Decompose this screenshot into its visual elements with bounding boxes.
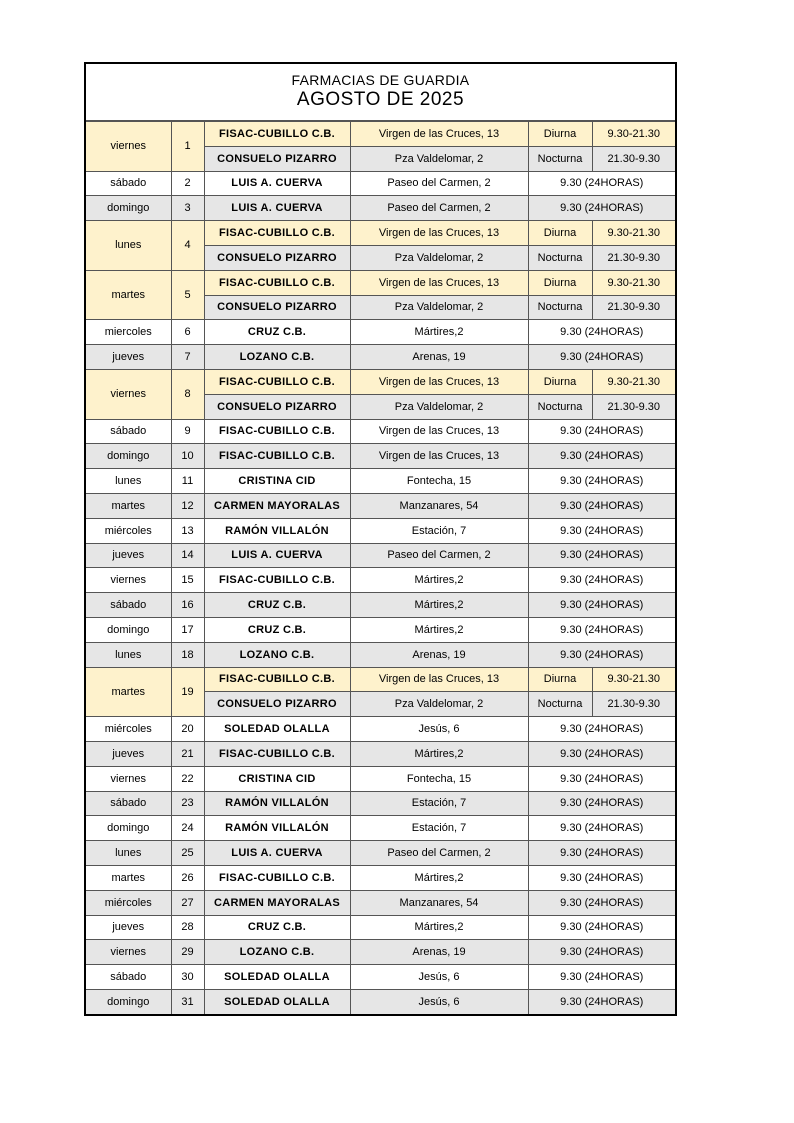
shift-hours-24h: 9.30 (24HORAS) [528,865,675,890]
table-row [86,345,675,370]
shift-hours: 21.30-9.30 [592,692,675,717]
day-cell: domingo [86,989,171,1013]
pharmacy-name: FISAC-CUBILLO C.B. [204,568,350,593]
table-row [86,890,675,915]
pharmacy-name: CRISTINA CID [204,766,350,791]
shift-hours-24h: 9.30 (24HORAS) [528,717,675,742]
pharmacy-address: Estación, 7 [350,791,528,816]
date-cell: 23 [171,791,204,816]
day-cell: viernes [86,568,171,593]
date-cell: 8 [171,369,204,419]
shift-hours-24h: 9.30 (24HORAS) [528,617,675,642]
date-cell: 19 [171,667,204,717]
shift-hours: 9.30-21.30 [592,667,675,692]
schedule-body [86,122,675,1014]
shift-hours-24h: 9.30 (24HORAS) [528,568,675,593]
shift-hours-24h: 9.30 (24HORAS) [528,419,675,444]
date-cell: 5 [171,270,204,320]
shift-hours-24h: 9.30 (24HORAS) [528,493,675,518]
day-cell: domingo [86,444,171,469]
date-cell: 26 [171,865,204,890]
pharmacy-address: Mártires,2 [350,915,528,940]
pharmacy-address: Pza Valdelomar, 2 [350,692,528,717]
shift-hours-24h: 9.30 (24HORAS) [528,345,675,370]
day-cell: viernes [86,940,171,965]
day-cell: viernes [86,369,171,419]
shift-hours-24h: 9.30 (24HORAS) [528,642,675,667]
table-row [86,816,675,841]
pharmacy-name: CONSUELO PIZARRO [204,394,350,419]
table-row [86,518,675,543]
pharmacy-name: SOLEDAD OLALLA [204,965,350,990]
date-cell: 25 [171,841,204,866]
pharmacy-address: Jesús, 6 [350,717,528,742]
pharmacy-address: Mártires,2 [350,617,528,642]
date-cell: 16 [171,593,204,618]
pharmacy-name: LUIS A. CUERVA [204,196,350,221]
table-row [86,965,675,990]
pharmacy-name: FISAC-CUBILLO C.B. [204,270,350,295]
shift-type: Diurna [528,122,592,147]
pharmacy-address: Pza Valdelomar, 2 [350,295,528,320]
shift-type: Diurna [528,270,592,295]
day-cell: lunes [86,642,171,667]
shift-hours-24h: 9.30 (24HORAS) [528,766,675,791]
pharmacy-name: LOZANO C.B. [204,642,350,667]
shift-hours-24h: 9.30 (24HORAS) [528,593,675,618]
shift-hours: 9.30-21.30 [592,221,675,246]
table-row [86,791,675,816]
shift-hours-24h: 9.30 (24HORAS) [528,791,675,816]
pharmacy-name: FISAC-CUBILLO C.B. [204,444,350,469]
table-row-split-day [86,667,675,692]
shift-hours-24h: 9.30 (24HORAS) [528,741,675,766]
pharmacy-address: Mártires,2 [350,593,528,618]
date-cell: 10 [171,444,204,469]
shift-hours-24h: 9.30 (24HORAS) [528,940,675,965]
pharmacy-name: FISAC-CUBILLO C.B. [204,419,350,444]
pharmacy-address: Arenas, 19 [350,642,528,667]
pharmacy-name: RAMÓN VILLALÓN [204,518,350,543]
table-row-split-day [86,122,675,147]
shift-type: Diurna [528,221,592,246]
shift-hours-24h: 9.30 (24HORAS) [528,816,675,841]
shift-hours-24h: 9.30 (24HORAS) [528,841,675,866]
shift-type: Nocturna [528,692,592,717]
day-cell: miercoles [86,320,171,345]
pharmacy-address: Estación, 7 [350,816,528,841]
pharmacy-address: Pza Valdelomar, 2 [350,394,528,419]
pharmacy-address: Fontecha, 15 [350,766,528,791]
day-cell: martes [86,493,171,518]
pharmacy-address: Mártires,2 [350,865,528,890]
shift-hours: 21.30-9.30 [592,394,675,419]
pharmacy-name: CRUZ C.B. [204,593,350,618]
pharmacy-name: CONSUELO PIZARRO [204,245,350,270]
table-row-split-day [86,221,675,246]
date-cell: 11 [171,469,204,494]
shift-hours-24h: 9.30 (24HORAS) [528,171,675,196]
date-cell: 28 [171,915,204,940]
pharmacy-address: Paseo del Carmen, 2 [350,196,528,221]
pharmacy-address: Arenas, 19 [350,940,528,965]
pharmacy-name: LOZANO C.B. [204,345,350,370]
pharmacy-name: CONSUELO PIZARRO [204,295,350,320]
shift-type: Nocturna [528,146,592,171]
date-cell: 4 [171,221,204,271]
pharmacy-address: Paseo del Carmen, 2 [350,171,528,196]
pharmacy-name: FISAC-CUBILLO C.B. [204,865,350,890]
shift-hours: 9.30-21.30 [592,270,675,295]
date-cell: 27 [171,890,204,915]
table-row [86,642,675,667]
date-cell: 29 [171,940,204,965]
day-cell: miércoles [86,518,171,543]
table-row [86,543,675,568]
date-cell: 6 [171,320,204,345]
date-cell: 12 [171,493,204,518]
pharmacy-name: LUIS A. CUERVA [204,841,350,866]
day-cell: sábado [86,791,171,816]
shift-hours-24h: 9.30 (24HORAS) [528,965,675,990]
day-cell: martes [86,270,171,320]
date-cell: 7 [171,345,204,370]
day-cell: viernes [86,766,171,791]
date-cell: 1 [171,122,204,172]
table-row-split-day [86,369,675,394]
day-cell: domingo [86,816,171,841]
day-cell: lunes [86,841,171,866]
table-row [86,915,675,940]
day-cell: jueves [86,741,171,766]
date-cell: 22 [171,766,204,791]
shift-hours: 21.30-9.30 [592,245,675,270]
pharmacy-address: Virgen de las Cruces, 13 [350,444,528,469]
table-row [86,469,675,494]
day-cell: sábado [86,171,171,196]
table-row [86,593,675,618]
page-subtitle-month: AGOSTO DE 2025 [296,89,465,110]
pharmacy-address: Mártires,2 [350,741,528,766]
date-cell: 31 [171,989,204,1013]
pharmacy-address: Manzanares, 54 [350,890,528,915]
shift-type: Nocturna [528,295,592,320]
pharmacy-name: FISAC-CUBILLO C.B. [204,667,350,692]
pharmacy-address: Jesús, 6 [350,965,528,990]
schedule-sheet [84,62,677,1016]
date-cell: 24 [171,816,204,841]
pharmacy-name: SOLEDAD OLALLA [204,717,350,742]
pharmacy-name: LOZANO C.B. [204,940,350,965]
date-cell: 18 [171,642,204,667]
day-cell: viernes [86,122,171,172]
table-row [86,320,675,345]
date-cell: 9 [171,419,204,444]
pharmacy-address: Paseo del Carmen, 2 [350,543,528,568]
day-cell: domingo [86,617,171,642]
pharmacy-address: Virgen de las Cruces, 13 [350,667,528,692]
shift-type: Nocturna [528,245,592,270]
pharmacy-name: RAMÓN VILLALÓN [204,791,350,816]
pharmacy-address: Pza Valdelomar, 2 [350,146,528,171]
pharmacy-name: LUIS A. CUERVA [204,543,350,568]
pharmacy-name: LUIS A. CUERVA [204,171,350,196]
table-row [86,841,675,866]
date-cell: 13 [171,518,204,543]
day-cell: martes [86,667,171,717]
table-row-split-day [86,270,675,295]
shift-hours-24h: 9.30 (24HORAS) [528,196,675,221]
shift-hours: 21.30-9.30 [592,295,675,320]
pharmacy-name: CONSUELO PIZARRO [204,146,350,171]
day-cell: jueves [86,543,171,568]
pharmacy-address: Virgen de las Cruces, 13 [350,369,528,394]
pharmacy-address: Virgen de las Cruces, 13 [350,270,528,295]
table-row [86,171,675,196]
table-row [86,493,675,518]
pharmacy-address: Fontecha, 15 [350,469,528,494]
pharmacy-address: Estación, 7 [350,518,528,543]
shift-hours-24h: 9.30 (24HORAS) [528,890,675,915]
table-row [86,940,675,965]
pharmacy-name: RAMÓN VILLALÓN [204,816,350,841]
shift-hours-24h: 9.30 (24HORAS) [528,320,675,345]
table-row [86,196,675,221]
date-cell: 2 [171,171,204,196]
page-title: FARMACIAS DE GUARDIA [291,72,470,88]
date-cell: 15 [171,568,204,593]
shift-hours-24h: 9.30 (24HORAS) [528,915,675,940]
shift-hours-24h: 9.30 (24HORAS) [528,469,675,494]
pharmacy-name: CONSUELO PIZARRO [204,692,350,717]
pharmacy-address: Mártires,2 [350,568,528,593]
pharmacy-name: FISAC-CUBILLO C.B. [204,221,350,246]
shift-type: Diurna [528,667,592,692]
shift-type: Diurna [528,369,592,394]
pharmacy-name: CRUZ C.B. [204,915,350,940]
day-cell: domingo [86,196,171,221]
table-row [86,444,675,469]
pharmacy-address: Manzanares, 54 [350,493,528,518]
pharmacy-name: FISAC-CUBILLO C.B. [204,369,350,394]
shift-hours-24h: 9.30 (24HORAS) [528,518,675,543]
day-cell: jueves [86,345,171,370]
pharmacy-name: CRUZ C.B. [204,617,350,642]
day-cell: lunes [86,221,171,271]
table-row [86,568,675,593]
shift-hours: 21.30-9.30 [592,146,675,171]
table-row [86,741,675,766]
day-cell: miércoles [86,890,171,915]
day-cell: martes [86,865,171,890]
table-row [86,419,675,444]
date-cell: 14 [171,543,204,568]
shift-hours-24h: 9.30 (24HORAS) [528,989,675,1013]
pharmacy-name: CRUZ C.B. [204,320,350,345]
shift-hours-24h: 9.30 (24HORAS) [528,444,675,469]
pharmacy-name: CRISTINA CID [204,469,350,494]
day-cell: miércoles [86,717,171,742]
shift-type: Nocturna [528,394,592,419]
pharmacy-name: FISAC-CUBILLO C.B. [204,122,350,147]
title-box [86,64,675,121]
day-cell: lunes [86,469,171,494]
day-cell: jueves [86,915,171,940]
pharmacy-address: Jesús, 6 [350,989,528,1013]
pharmacy-address: Virgen de las Cruces, 13 [350,419,528,444]
date-cell: 30 [171,965,204,990]
pharmacy-address: Mártires,2 [350,320,528,345]
duty-schedule-table [86,121,675,1014]
pharmacy-name: CARMEN MAYORALAS [204,493,350,518]
date-cell: 3 [171,196,204,221]
pharmacy-address: Virgen de las Cruces, 13 [350,221,528,246]
pharmacy-name: SOLEDAD OLALLA [204,989,350,1013]
table-row [86,865,675,890]
date-cell: 17 [171,617,204,642]
date-cell: 20 [171,717,204,742]
shift-hours-24h: 9.30 (24HORAS) [528,543,675,568]
pharmacy-address: Virgen de las Cruces, 13 [350,122,528,147]
pharmacy-name: FISAC-CUBILLO C.B. [204,741,350,766]
table-row [86,617,675,642]
table-row [86,989,675,1013]
pharmacy-address: Paseo del Carmen, 2 [350,841,528,866]
table-row [86,717,675,742]
pharmacy-address: Arenas, 19 [350,345,528,370]
shift-hours: 9.30-21.30 [592,122,675,147]
pharmacy-name: CARMEN MAYORALAS [204,890,350,915]
date-cell: 21 [171,741,204,766]
day-cell: sábado [86,965,171,990]
table-row [86,766,675,791]
shift-hours: 9.30-21.30 [592,369,675,394]
day-cell: sábado [86,419,171,444]
day-cell: sábado [86,593,171,618]
pharmacy-address: Pza Valdelomar, 2 [350,245,528,270]
